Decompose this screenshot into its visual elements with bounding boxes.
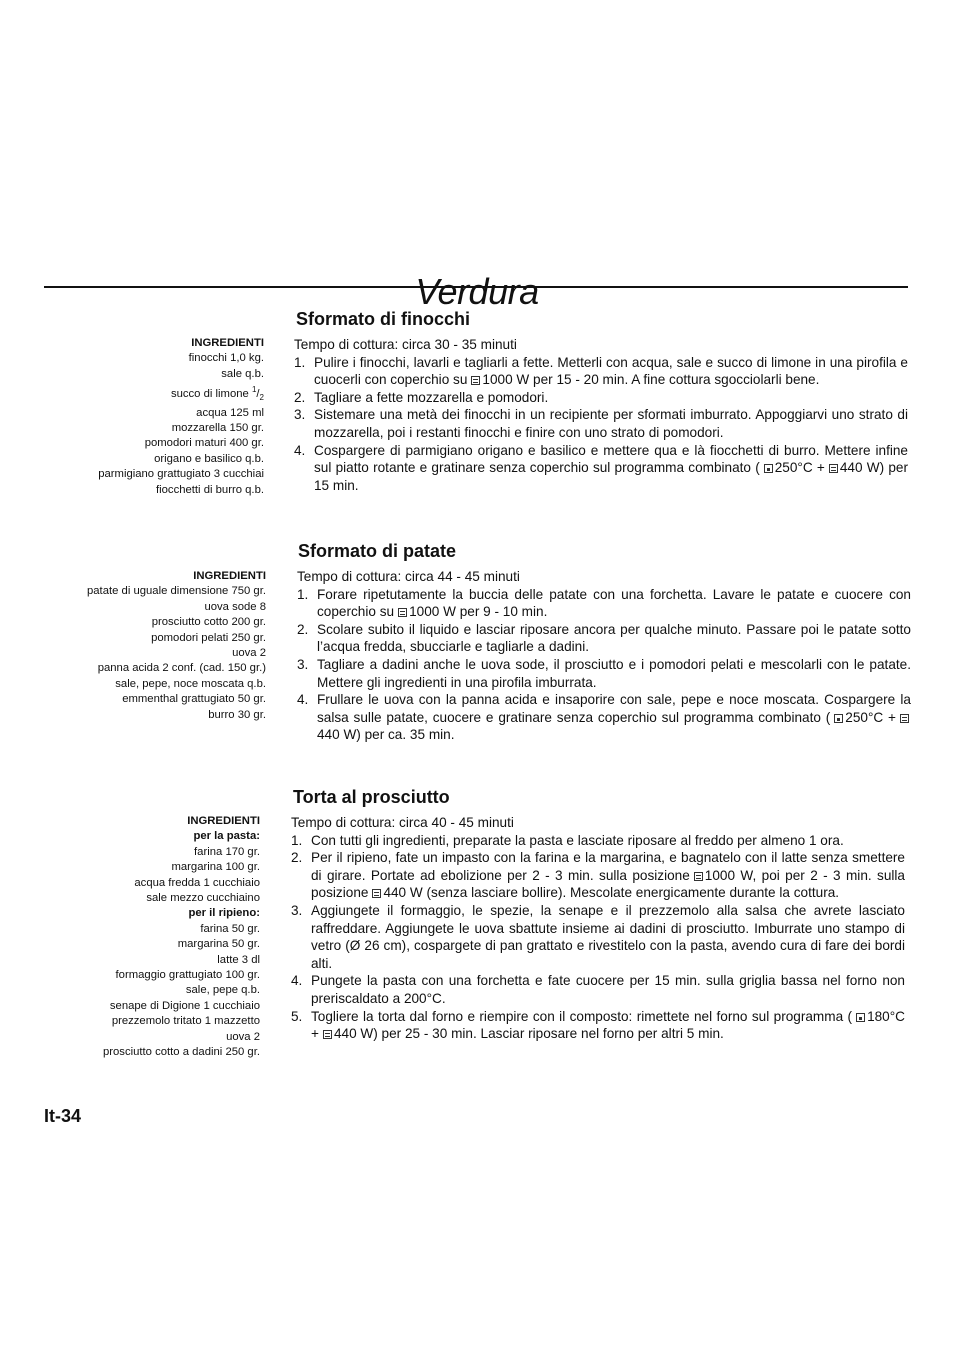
step-text bbox=[314, 389, 908, 407]
recipe-body bbox=[297, 568, 911, 744]
ingredient-item bbox=[103, 999, 260, 1014]
ingredient-text: senape di Digione 1 cucchiaio bbox=[109, 999, 260, 1012]
recipe-title: Torta al prosciutto bbox=[293, 787, 450, 807]
fraction-numerator: 1 bbox=[251, 385, 257, 395]
microwave-icon bbox=[900, 714, 909, 723]
step-text bbox=[311, 849, 905, 902]
step-number: 2. bbox=[291, 850, 303, 866]
recipe-title: Sformato di patate bbox=[298, 541, 457, 561]
steps-list bbox=[294, 354, 908, 495]
ingredient-text: latte 3 dl bbox=[217, 953, 260, 966]
ingredient-text: sale q.b. bbox=[221, 367, 264, 380]
ingredient-item bbox=[87, 692, 266, 707]
ingredient-text: prosciutto cotto 200 gr. bbox=[151, 616, 266, 629]
step-number: 2. bbox=[294, 389, 306, 405]
microwave-icon bbox=[694, 872, 703, 881]
ingredient-item bbox=[103, 876, 260, 891]
step-text-fragment: 440 W) per 25 - 30 min. Lasciar riposare nel forno per altri 5 min. bbox=[333, 1026, 724, 1042]
ingredient-item bbox=[98, 367, 264, 382]
ingredient-text: pomodori pelati 250 gr. bbox=[151, 631, 266, 644]
step-item bbox=[291, 972, 905, 1007]
step-text bbox=[317, 691, 911, 744]
ingredient-item bbox=[98, 452, 264, 467]
step-text-fragment: Cospargere di parmigiano origano e basilico e mettere qua e là fiocchetti di burro. Mettere infine sul piatto rotante e gratinare senza coperchio sul programma combinato ( bbox=[314, 442, 908, 476]
grill-icon bbox=[834, 714, 843, 723]
step-number: 2. bbox=[297, 621, 309, 637]
ingredient-item bbox=[87, 708, 266, 723]
step-text-fragment: Forare ripetutamente la buccia delle patate con una forchetta. Lavare le patate e cuocere con coperchio su bbox=[317, 586, 911, 620]
ingredient-item bbox=[98, 406, 264, 421]
ingredient-item bbox=[103, 983, 260, 998]
grill-icon bbox=[764, 464, 773, 473]
ingredient-text: patate di uguale dimensione 750 gr. bbox=[86, 585, 266, 598]
step-text bbox=[317, 586, 911, 621]
step-text bbox=[317, 621, 911, 656]
recipe-body bbox=[294, 336, 908, 494]
ingredients-subheading bbox=[103, 829, 260, 844]
ingredient-text: uova 2 bbox=[232, 647, 266, 660]
ingredient-text: prosciutto cotto a dadini 250 gr. bbox=[102, 1046, 260, 1059]
microwave-icon bbox=[398, 608, 407, 617]
step-text bbox=[317, 656, 911, 691]
step-text-fragment: Pulire i finocchi, lavarli e tagliarli a fette. Metterli con acqua, sale e succo di limone in una pirofila e cuocerli con coperchio su bbox=[314, 354, 908, 388]
ingredient-item bbox=[98, 436, 264, 451]
ingredient-text: formaggio grattugiato 100 gr. bbox=[115, 969, 260, 982]
page-title: Verdura bbox=[415, 271, 539, 313]
step-text bbox=[311, 972, 905, 1007]
step-item bbox=[294, 442, 908, 495]
ingredient-text: per la pasta: bbox=[193, 830, 260, 843]
title-divider bbox=[44, 286, 908, 288]
step-number: 3. bbox=[297, 656, 309, 672]
ingredient-text: prezzemolo tritato 1 mazzetto bbox=[111, 1015, 260, 1028]
step-text-fragment: 440 W) per ca. 35 min. bbox=[317, 727, 455, 743]
ingredient-text: farina 50 gr. bbox=[200, 922, 260, 935]
step-text-fragment: Per il ripieno, fate un impasto con la farina e la margarina, e bagnatelo con il latte senza smettere di girare. Portate ad ebolizione per 2 - 3 min. sulla posizione bbox=[311, 850, 905, 883]
step-text-fragment: Tagliare a fette mozzarella e pomodori. bbox=[314, 389, 549, 405]
ingredient-item bbox=[103, 922, 260, 937]
step-text-fragment: Sistemare una metà dei finocchi in un recipiente per sformati imburrato. Appoggiarvi uno strato di mozzarella, poi i restanti finocchi e finire con uno strato di pomodori. bbox=[314, 407, 908, 440]
step-text-fragment: 440 W) per 15 min. bbox=[314, 460, 908, 493]
ingredient-item bbox=[87, 584, 266, 599]
ingredient-text: parmigiano grattugiato 3 cucchiai bbox=[98, 468, 264, 481]
ingredient-item bbox=[98, 483, 264, 498]
ingredient-item bbox=[103, 937, 260, 952]
grill-icon bbox=[856, 1013, 865, 1022]
step-number: 4. bbox=[294, 442, 306, 458]
step-number: 4. bbox=[291, 973, 303, 989]
ingredient-text: sale, pepe, noce moscata q.b. bbox=[115, 677, 266, 690]
ingredient-item bbox=[103, 860, 260, 875]
page-number: It-34 bbox=[44, 1106, 82, 1126]
step-text bbox=[314, 406, 908, 441]
ingredient-text: mozzarella 150 gr. bbox=[171, 422, 264, 435]
ingredient-item bbox=[103, 953, 260, 968]
ingredient-item bbox=[87, 615, 266, 630]
ingredient-text: panna acida 2 conf. (cad. 150 gr.) bbox=[97, 662, 266, 675]
ingredient-item bbox=[98, 467, 264, 482]
ingredient-text: margarina 100 gr. bbox=[171, 861, 260, 874]
ingredient-item bbox=[87, 600, 266, 615]
ingredient-item bbox=[98, 351, 264, 366]
ingredient-text: sale, pepe q.b. bbox=[185, 984, 260, 997]
step-number: 3. bbox=[294, 407, 306, 423]
ingredient-text: origano e basilico q.b. bbox=[154, 452, 264, 465]
step-item bbox=[297, 586, 911, 621]
step-text-fragment: 440 W (senza lasciare bollire). Mescolate energicamente durante la cottura. bbox=[383, 885, 840, 901]
cooking-time: Tempo di cottura: circa 30 - 35 minuti bbox=[294, 337, 517, 352]
step-text-fragment: Con tutti gli ingredienti, preparate la pasta e lasciate riposare al freddo per almeno 1 ora. bbox=[311, 832, 844, 848]
step-item bbox=[291, 832, 905, 850]
step-text-fragment: Frullare le uova con la panna acida e insaporire con sale, pepe e noce moscata. Cospargere la salsa sulle patate, cuocere e gratinare senza coperchio sul programma combinato ( bbox=[317, 692, 911, 725]
step-text-fragment: Scolare subito il liquido e lasciar riposare ancora per qualche minuto. Passare poi le patate sotto l’acqua fredda, sbucciarle e tagliarle a dadini. bbox=[317, 621, 911, 655]
ingredient-item bbox=[87, 661, 266, 676]
ingredient-item bbox=[98, 382, 264, 405]
microwave-icon bbox=[372, 889, 381, 898]
step-text-fragment: Tagliare a dadini anche le uova sode, il prosciutto e i pomodori pelati e mescolarli con le patate. Mettere gli ingredienti in una pirofila imburrata. bbox=[317, 656, 911, 690]
step-text-fragment: 250°C + bbox=[845, 709, 896, 725]
ingredient-text: sale mezzo cucchiaino bbox=[146, 892, 260, 905]
ingredients-heading: INGREDIENTI bbox=[187, 815, 260, 827]
steps-list bbox=[291, 832, 905, 1043]
ingredient-item bbox=[103, 891, 260, 906]
ingredient-text: emmenthal grattugiato 50 gr. bbox=[122, 693, 266, 706]
ingredient-item bbox=[103, 968, 260, 983]
ingredient-item bbox=[87, 677, 266, 692]
ingredient-text: acqua fredda 1 cucchiaio bbox=[134, 876, 260, 889]
cooking-time: Tempo di cottura: circa 40 - 45 minuti bbox=[291, 815, 514, 830]
ingredient-text: farina 170 gr. bbox=[194, 845, 260, 858]
ingredient-text: succo di limone bbox=[170, 387, 252, 400]
step-text-fragment: 250°C + bbox=[774, 460, 825, 476]
step-text bbox=[311, 832, 905, 850]
steps-list bbox=[297, 586, 911, 744]
step-item bbox=[291, 849, 905, 902]
step-text-fragment: Aggiungete il formaggio, le spezie, la senape e il prezzemolo alla salsa che avrete lasciato raffreddare. Aggiungete le uova sbattute insieme ai dadini di prosciutto. Imburrate uno stampo di vetro (Ø 26 cm), cospargete di pan grattato e rivestitelo con la pasta, avendo cura di fare dei bordi alti. bbox=[311, 902, 905, 971]
ingredient-text: margarina 50 gr. bbox=[177, 938, 260, 951]
step-item bbox=[297, 691, 911, 744]
step-text bbox=[311, 902, 905, 972]
step-text-fragment: Pungete la pasta con una forchetta e fate cuocere per 15 min. sulla griglia bassa nel forno non preriscaldato a 200°C. bbox=[311, 973, 905, 1006]
step-item bbox=[294, 406, 908, 441]
step-number: 1. bbox=[291, 832, 303, 848]
microwave-icon bbox=[829, 464, 838, 473]
ingredient-item bbox=[87, 646, 266, 661]
ingredient-text: acqua 125 ml bbox=[196, 406, 264, 419]
ingredient-item bbox=[103, 1014, 260, 1029]
step-text-fragment: 1000 W per 9 - 10 min. bbox=[409, 604, 548, 620]
recipe-title: Sformato di finocchi bbox=[296, 309, 471, 329]
ingredient-item bbox=[87, 631, 266, 646]
step-item bbox=[294, 389, 908, 407]
ingredient-text: fiocchetti di burro q.b. bbox=[155, 483, 264, 496]
step-number: 5. bbox=[291, 1008, 303, 1024]
step-text bbox=[311, 1008, 905, 1043]
ingredient-text: burro 30 gr. bbox=[208, 708, 266, 721]
microwave-icon bbox=[323, 1030, 332, 1039]
ingredients-list bbox=[87, 569, 266, 723]
ingredient-text: uova sode 8 bbox=[204, 600, 266, 613]
ingredients-heading: INGREDIENTI bbox=[193, 570, 266, 582]
step-text-fragment: 1000 W per 15 - 20 min. A fine cottura sgocciolarli bene. bbox=[482, 372, 820, 388]
ingredients-list bbox=[103, 814, 260, 1061]
ingredient-item bbox=[98, 421, 264, 436]
fraction-slash: / bbox=[256, 387, 260, 400]
step-item bbox=[291, 1008, 905, 1043]
ingredient-item bbox=[103, 845, 260, 860]
step-item bbox=[297, 656, 911, 691]
step-item bbox=[291, 902, 905, 972]
microwave-icon bbox=[471, 376, 480, 385]
ingredient-text: finocchi 1,0 kg. bbox=[188, 352, 264, 365]
step-text bbox=[314, 442, 908, 495]
ingredient-item bbox=[103, 1045, 260, 1060]
step-item bbox=[297, 621, 911, 656]
step-text-fragment: 180°C + bbox=[311, 1008, 905, 1042]
step-number: 1. bbox=[294, 354, 306, 370]
recipe-body bbox=[291, 814, 905, 1043]
step-number: 3. bbox=[291, 902, 303, 918]
step-text-fragment: Togliere la torta dal forno e riempire con il composto: rimettete nel forno sul programma ( bbox=[311, 1008, 853, 1024]
cooking-time: Tempo di cottura: circa 44 - 45 minuti bbox=[297, 569, 520, 584]
ingredients-list bbox=[98, 336, 264, 498]
step-text-fragment: 1000 W, poi per 2 - 3 min. sulla posizione bbox=[311, 867, 905, 901]
step-item bbox=[294, 354, 908, 389]
ingredients-heading: INGREDIENTI bbox=[191, 337, 264, 349]
step-number: 4. bbox=[297, 692, 309, 708]
step-number: 1. bbox=[297, 586, 309, 602]
ingredient-item bbox=[103, 1030, 260, 1045]
step-text bbox=[314, 354, 908, 389]
ingredient-text: per il ripieno: bbox=[188, 907, 260, 920]
ingredient-text: pomodori maturi 400 gr. bbox=[144, 437, 264, 450]
ingredients-subheading bbox=[103, 906, 260, 921]
fraction-denominator: 2 bbox=[259, 393, 264, 403]
ingredient-text: uova 2 bbox=[226, 1030, 260, 1043]
